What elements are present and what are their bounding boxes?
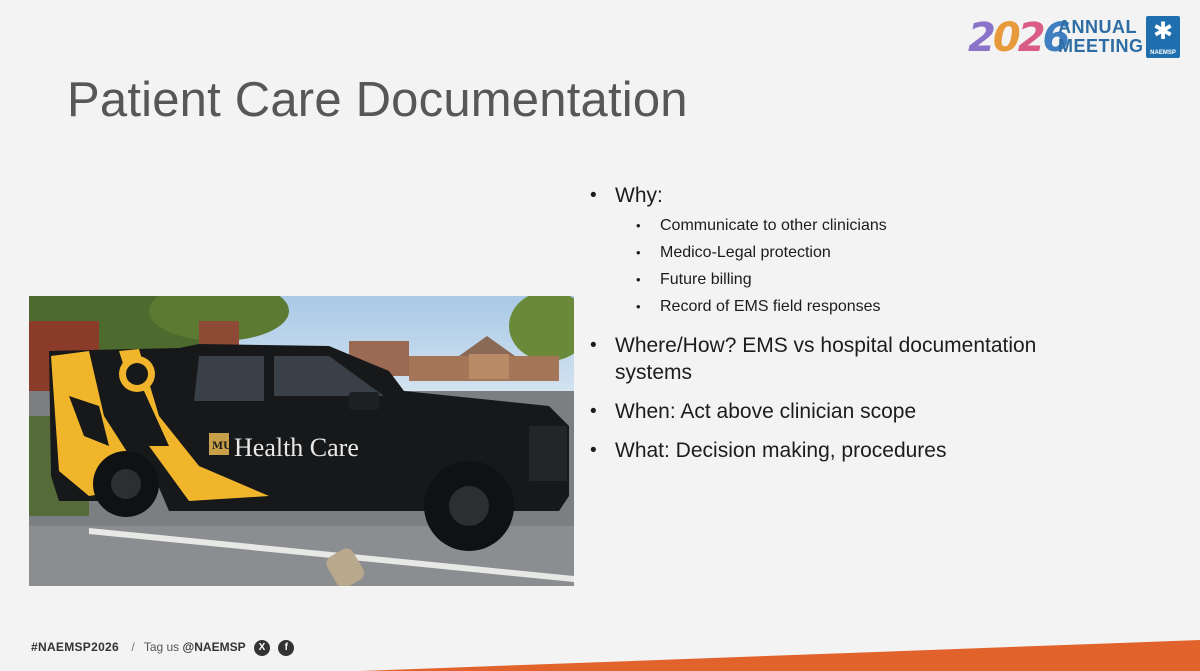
footer-tag-text: Tag us [143,640,180,655]
bullet-dot: • [636,272,641,287]
sub-bullet: • Medico-Legal protection [590,239,1110,266]
annual-meeting-logo [968,14,1188,60]
bullet-dot: • [636,218,641,233]
bullet-dot: • [636,245,641,260]
naemsp-badge: ✱ NAEMSP [1146,16,1180,58]
facebook-icon[interactable]: f [278,640,294,656]
bullet-when: • When: Act above clinician scope [590,400,917,423]
bullet-list [590,182,1110,464]
sub-bullet: • Future billing [590,266,1110,293]
bullet-dot: • [590,185,597,206]
bullet-why: • Why: [590,184,663,207]
vehicle-emblem: MU [212,441,232,452]
footer-hashtag: #NAEMSP2026 [31,640,120,655]
logo-year: 2026 [968,15,1068,61]
sub-bullet: • Communicate to other clinicians [590,212,1110,239]
footer-separator: / [131,640,135,655]
x-icon[interactable]: X [254,640,270,656]
bullet-dot: • [590,401,597,422]
slide-title: Patient Care Documentation [67,73,688,127]
bullet-dot: • [636,299,641,314]
vehicle-photo [29,296,574,586]
bullet-what: • What: Decision making, procedures [590,439,947,462]
sub-bullet: • Record of EMS field responses [590,293,1110,320]
bullet-dot: • [590,335,597,356]
bullet-where-how: • Where/How? EMS vs hospital documentation systems [590,334,1037,384]
bullet-dot: • [590,440,597,461]
vehicle-text: Health Care [234,433,359,462]
footer [31,640,294,658]
logo-text: ANNUAL MEETING [1058,17,1144,56]
footer-handle: @NAEMSP [182,640,246,655]
star-of-life-icon: ✱ [1152,18,1174,45]
